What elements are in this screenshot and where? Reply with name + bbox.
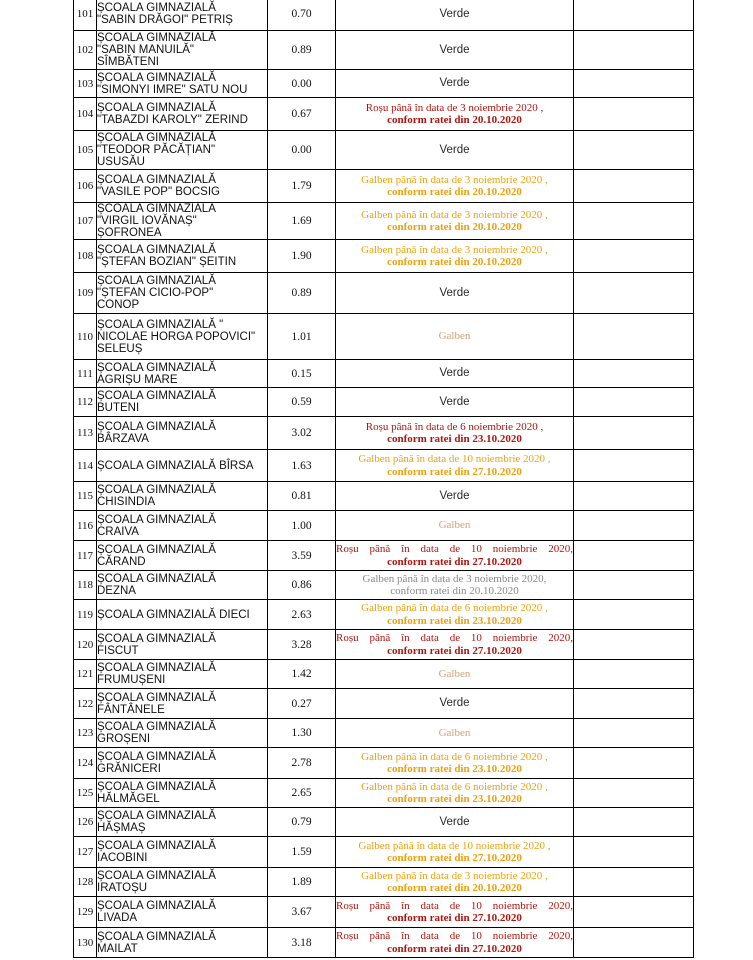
school-name: ȘCOALA GIMNAZIALĂ "SABIN MANUILĂ" SÎMBĂTENI: [97, 31, 268, 70]
empty-cell: [574, 360, 694, 388]
table-row: [74, 630, 694, 660]
scenario-status: [336, 203, 574, 240]
status-line-1: Verde: [439, 7, 470, 20]
incidence-rate: 0.00: [268, 70, 336, 98]
incidence-rate: 2.63: [268, 600, 336, 630]
scenario-status: [336, 98, 574, 131]
row-number: 123: [74, 719, 97, 748]
row-number: 122: [74, 689, 97, 719]
incidence-rate: 3.28: [268, 630, 336, 660]
status-line-1: Verde: [439, 815, 470, 828]
row-number: 109: [74, 273, 97, 314]
incidence-rate: 0.89: [268, 31, 336, 70]
scenario-status: [336, 660, 574, 689]
incidence-rate: 0.67: [268, 98, 336, 131]
row-number: 114: [74, 450, 97, 482]
status-line-2: conform ratei din 20.10.2020: [387, 186, 522, 198]
empty-cell: [574, 314, 694, 360]
table-row: [74, 689, 694, 719]
school-name: ȘCOALA GIMNAZIALĂ BÂRZAVA: [97, 417, 268, 450]
status-line-2: conform ratei din 23.10.2020: [387, 614, 522, 627]
table-row: [74, 417, 694, 450]
scenario-status: [336, 70, 574, 98]
scenario-status: [336, 897, 574, 928]
row-number: 111: [74, 360, 97, 388]
table-row: [74, 928, 694, 958]
empty-cell: [574, 660, 694, 689]
school-name: ȘCOALA GIMNAZIALĂ FISCUT: [97, 630, 268, 660]
school-name: ȘCOALA GIMNAZIALĂ "VASILE POP" BOCSIG: [97, 170, 268, 203]
scenario-status: [336, 314, 574, 360]
empty-cell: [574, 511, 694, 541]
row-number: 104: [74, 98, 97, 131]
status-line-1: Galben: [438, 330, 471, 343]
status-line-2: conform ratei din 27.10.2020: [387, 555, 522, 568]
row-number: 127: [74, 837, 97, 868]
incidence-rate: 0.86: [268, 571, 336, 600]
row-number: 116: [74, 511, 97, 541]
scenario-status: [336, 360, 574, 388]
scenario-status: [336, 808, 574, 837]
row-number: 108: [74, 240, 97, 273]
empty-cell: [574, 417, 694, 450]
status-line-1: Roșu până în data de 10 noiembrie 2020,: [336, 930, 573, 942]
incidence-rate: 1.90: [268, 240, 336, 273]
empty-cell: [574, 240, 694, 273]
table-row: [74, 779, 694, 808]
table-row: [74, 808, 694, 837]
status-line-2: conform ratei din 23.10.2020: [387, 433, 522, 445]
scenario-status: [336, 928, 574, 958]
empty-cell: [574, 928, 694, 958]
scenario-status: [336, 541, 574, 571]
status-line-1: Galben până în data de 3 noiembrie 2020 ,: [361, 243, 548, 256]
table-row: [74, 748, 694, 779]
status-line-1: Verde: [439, 395, 470, 408]
table-row: [74, 868, 694, 897]
incidence-rate: 1.59: [268, 837, 336, 868]
school-name: ȘCOALA GIMNAZIALĂ FRUMUȘENI: [97, 660, 268, 689]
status-line-1: Galben până în data de 10 noiembrie 2020 ,: [358, 453, 551, 465]
status-line-1: Roșu până în data de 10 noiembrie 2020,: [336, 899, 573, 912]
scenario-status: [336, 630, 574, 660]
status-line-2: conform ratei din 23.10.2020: [387, 763, 522, 775]
scenario-status: [336, 837, 574, 868]
scenario-status: [336, 0, 574, 31]
status-line-1: Galben până în data de 6 noiembrie 2020 ,: [361, 750, 548, 763]
incidence-rate: 1.01: [268, 314, 336, 360]
table-row: [74, 98, 694, 131]
row-number: 129: [74, 897, 97, 928]
incidence-rate: 0.59: [268, 388, 336, 417]
table-row: [74, 360, 694, 388]
school-name: ȘCOALA GIMNAZIALĂ CĂRAND: [97, 541, 268, 571]
status-line-2: conform ratei din 20.10.2020: [387, 882, 522, 894]
row-number: 128: [74, 868, 97, 897]
school-name: ȘCOALA GIMNAZIALĂ IACOBINI: [97, 837, 268, 868]
school-name: ȘCOALA GIMNAZIALĂ "TEODOR PĂCĂȚIAN" USUSĂU: [97, 131, 268, 170]
table-row: [74, 571, 694, 600]
status-line-2: conform ratei din 20.10.2020: [387, 256, 522, 268]
empty-cell: [574, 600, 694, 630]
status-line-2: conform ratei din 20.10.2020: [390, 585, 519, 597]
table-row: [74, 273, 694, 314]
empty-cell: [574, 388, 694, 417]
schools-table: [73, 0, 694, 958]
table-row: [74, 600, 694, 630]
school-name: ȘCOALA GIMNAZIALĂ "SIMONYI IMRE" SATU NOU: [97, 70, 268, 98]
school-name: ȘCOALA GIMNAZIALĂ CRAIVA: [97, 511, 268, 541]
scenario-status: [336, 31, 574, 70]
empty-cell: [574, 203, 694, 240]
school-name: ȘCOALA GIMNAZIALĂ "TABAZDI KAROLY" ZERIND: [97, 98, 268, 131]
incidence-rate: 2.65: [268, 779, 336, 808]
empty-cell: [574, 779, 694, 808]
incidence-rate: 1.69: [268, 203, 336, 240]
scenario-status: [336, 719, 574, 748]
table-row: [74, 660, 694, 689]
table-body: [74, 0, 694, 958]
row-number: 120: [74, 630, 97, 660]
table-row: [74, 31, 694, 70]
row-number: 101: [74, 0, 97, 31]
empty-cell: [574, 897, 694, 928]
empty-cell: [574, 689, 694, 719]
status-line-1: Galben până în data de 3 noiembrie 2020 ,: [361, 208, 548, 221]
incidence-rate: 3.02: [268, 417, 336, 450]
school-name: ȘCOALA GIMNAZIALĂ AGRIȘU MARE: [97, 360, 268, 388]
empty-cell: [574, 482, 694, 511]
school-name: ȘCOALA GIMNAZIALĂ "SABIN DRĂGOI" PETRIȘ: [97, 0, 268, 31]
status-line-2: conform ratei din 23.10.2020: [387, 793, 522, 805]
scenario-status: [336, 600, 574, 630]
school-name: ȘCOALA GIMNAZIALĂ LIVADA: [97, 897, 268, 928]
row-number: 121: [74, 660, 97, 689]
scenario-status: [336, 868, 574, 897]
empty-cell: [574, 748, 694, 779]
incidence-rate: 3.59: [268, 541, 336, 571]
scenario-status: [336, 388, 574, 417]
incidence-rate: 3.18: [268, 928, 336, 958]
incidence-rate: 2.78: [268, 748, 336, 779]
table-row: [74, 719, 694, 748]
status-line-1: Verde: [439, 489, 470, 502]
status-line-2: conform ratei din 27.10.2020: [387, 942, 522, 955]
scenario-status: [336, 131, 574, 170]
school-name: ȘCOALA GIMNAZIALĂ BUTENI: [97, 388, 268, 417]
empty-cell: [574, 868, 694, 897]
status-line-2: conform ratei din 27.10.2020: [387, 644, 522, 657]
incidence-rate: 1.79: [268, 170, 336, 203]
empty-cell: [574, 450, 694, 482]
empty-cell: [574, 70, 694, 98]
empty-cell: [574, 131, 694, 170]
status-line-2: conform ratei din 27.10.2020: [387, 465, 522, 478]
status-line-1: Verde: [439, 77, 470, 90]
school-name: ȘCOALA GIMNAZIALĂ HĂȘMAȘ: [97, 808, 268, 837]
status-line-1: Galben până în data de 3 noiembrie 2020 ,: [361, 173, 548, 186]
status-line-1: Galben până în data de 3 noiembrie 2020,: [362, 572, 547, 585]
row-number: 118: [74, 571, 97, 600]
incidence-rate: 0.70: [268, 0, 336, 31]
table-row: [74, 314, 694, 360]
incidence-rate: 1.63: [268, 450, 336, 482]
incidence-rate: 0.15: [268, 360, 336, 388]
status-line-2: conform ratei din 20.10.2020: [387, 114, 522, 126]
row-number: 113: [74, 417, 97, 450]
table-row: [74, 131, 694, 170]
row-number: 106: [74, 170, 97, 203]
incidence-rate: 3.67: [268, 897, 336, 928]
row-number: 107: [74, 203, 97, 240]
empty-cell: [574, 541, 694, 571]
scenario-status: [336, 779, 574, 808]
school-name: ȘCOALA GIMNAZIALĂ CHISINDIA: [97, 482, 268, 511]
empty-cell: [574, 31, 694, 70]
school-name: ȘCOALA GIMNAZIALĂ "ȘTEFAN CICIO-POP" CONOP: [97, 273, 268, 314]
table-row: [74, 511, 694, 541]
scenario-status: [336, 748, 574, 779]
status-line-1: Roșu până în data de 10 noiembrie 2020,: [336, 632, 573, 644]
status-line-2: conform ratei din 27.10.2020: [387, 912, 522, 924]
school-name: ȘCOALA GIMNAZIALĂ BÎRSA: [97, 450, 268, 482]
table-row: [74, 203, 694, 240]
status-line-1: Roșu până în data de 6 noiembrie 2020 ,: [365, 420, 544, 433]
school-name: ȘCOALA GIMNAZIALĂ HĂLMĂGEL: [97, 779, 268, 808]
status-line-1: Galben până în data de 10 noiembrie 2020 ,: [358, 839, 551, 852]
school-name: ȘCOALA GIMNAZIALĂ GRĂNICERI: [97, 748, 268, 779]
school-name: ȘCOALA GIMNAZIALĂ IRATOȘU: [97, 868, 268, 897]
empty-cell: [574, 571, 694, 600]
status-line-1: Roșu până în data de 10 noiembrie 2020,: [336, 543, 573, 555]
row-number: 126: [74, 808, 97, 837]
row-number: 110: [74, 314, 97, 360]
incidence-rate: 0.89: [268, 273, 336, 314]
school-name: ȘCOALA GIMNAZIALĂ FÂNTÂNELE: [97, 689, 268, 719]
row-number: 103: [74, 70, 97, 98]
incidence-rate: 0.81: [268, 482, 336, 511]
empty-cell: [574, 719, 694, 748]
empty-cell: [574, 170, 694, 203]
school-name: ȘCOALA GIMNAZIALĂ GROȘENI: [97, 719, 268, 748]
table-row: [74, 450, 694, 482]
incidence-rate: 1.89: [268, 868, 336, 897]
incidence-rate: 1.00: [268, 511, 336, 541]
empty-cell: [574, 808, 694, 837]
status-line-1: Galben: [438, 726, 471, 739]
row-number: 119: [74, 600, 97, 630]
scenario-status: [336, 689, 574, 719]
table-row: [74, 388, 694, 417]
status-line-2: conform ratei din 27.10.2020: [387, 852, 522, 864]
status-line-1: Galben până în data de 3 noiembrie 2020 ,: [361, 869, 548, 882]
empty-cell: [574, 98, 694, 131]
school-name: ȘCOALA GIMNAZIALĂ DIECI: [97, 600, 268, 630]
status-line-1: Roșu până în data de 3 noiembrie 2020 ,: [365, 101, 544, 114]
status-line-1: Galben până în data de 6 noiembrie 2020 ,: [361, 780, 548, 793]
scenario-status: [336, 170, 574, 203]
empty-cell: [574, 0, 694, 31]
status-line-1: Galben: [438, 667, 471, 680]
incidence-rate: 1.42: [268, 660, 336, 689]
table-row: [74, 170, 694, 203]
incidence-rate: 0.79: [268, 808, 336, 837]
status-line-2: conform ratei din 20.10.2020: [387, 221, 522, 233]
row-number: 115: [74, 482, 97, 511]
status-line-1: Verde: [439, 367, 470, 380]
row-number: 102: [74, 31, 97, 70]
scenario-status: [336, 482, 574, 511]
table-row: [74, 541, 694, 571]
incidence-rate: 0.00: [268, 131, 336, 170]
school-name: ȘCOALA GIMNAZIALĂ "ȘTEFAN BOZIAN" ȘEITIN: [97, 240, 268, 273]
status-line-1: Verde: [439, 697, 470, 710]
status-line-1: Galben până în data de 6 noiembrie 2020 ,: [361, 602, 548, 614]
status-line-1: Verde: [439, 286, 470, 299]
scenario-status: [336, 417, 574, 450]
row-number: 130: [74, 928, 97, 958]
table-row: [74, 240, 694, 273]
empty-cell: [574, 837, 694, 868]
row-number: 112: [74, 388, 97, 417]
status-line-1: Verde: [439, 143, 470, 156]
incidence-rate: 0.27: [268, 689, 336, 719]
status-line-1: Galben: [438, 519, 471, 532]
scenario-status: [336, 273, 574, 314]
empty-cell: [574, 630, 694, 660]
school-name: ȘCOALA GIMNAZIALĂ MAILAT: [97, 928, 268, 958]
scenario-status: [336, 450, 574, 482]
row-number: 124: [74, 748, 97, 779]
table-row: [74, 70, 694, 98]
status-line-1: Verde: [439, 43, 470, 56]
row-number: 125: [74, 779, 97, 808]
empty-cell: [574, 273, 694, 314]
table-row: [74, 897, 694, 928]
school-name: ȘCOALA GIMNAZIALĂ " NICOLAE HORGA POPOVICI" SELEUȘ: [97, 314, 268, 360]
scenario-status: [336, 511, 574, 541]
scenario-status: [336, 571, 574, 600]
table-row: [74, 837, 694, 868]
row-number: 105: [74, 131, 97, 170]
table-row: [74, 482, 694, 511]
scenario-status: [336, 240, 574, 273]
school-name: ȘCOALA GIMNAZIALĂ DEZNA: [97, 571, 268, 600]
incidence-rate: 1.30: [268, 719, 336, 748]
row-number: 117: [74, 541, 97, 571]
table-row: [74, 0, 694, 31]
school-name: ȘCOALA GIMNAZIALĂ "VIRGIL IOVĂNAȘ" ȘOFRONEA: [97, 203, 268, 240]
